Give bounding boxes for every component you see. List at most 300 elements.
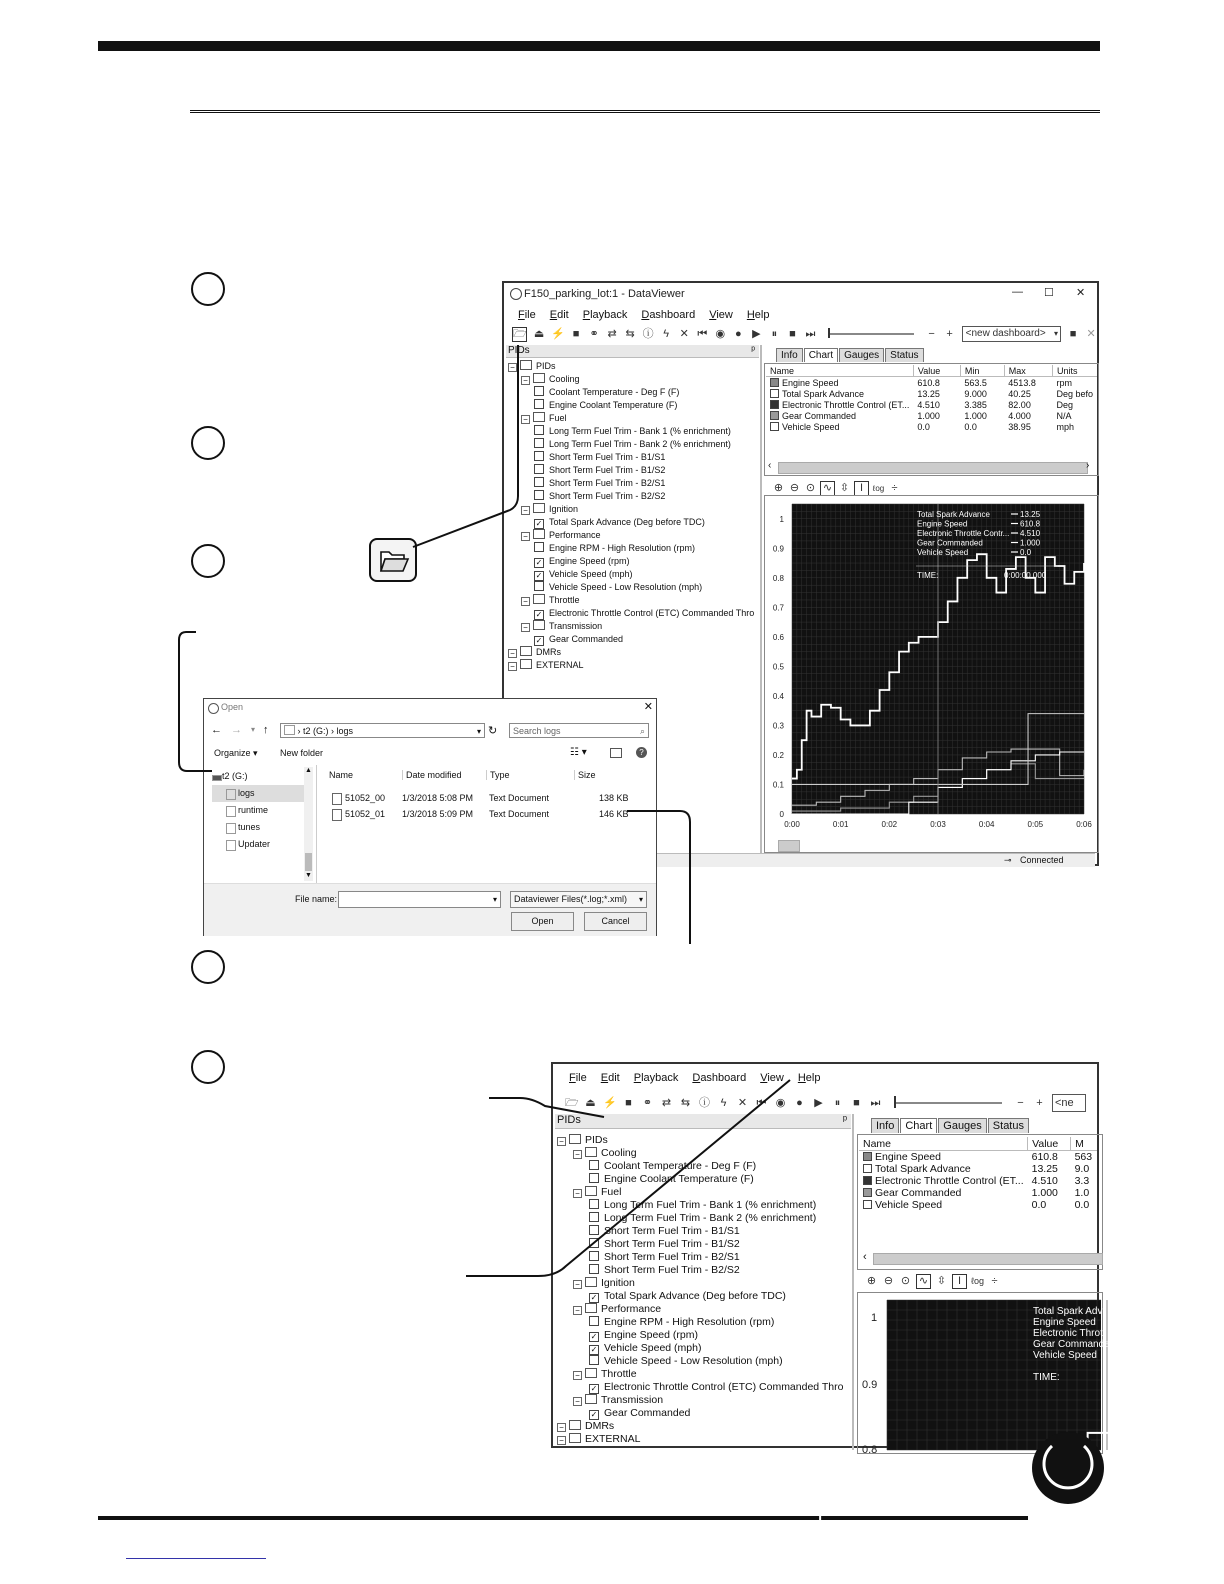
cell-text: Engine Speed	[875, 1151, 941, 1163]
organize-button[interactable]: Organize ▾	[214, 748, 258, 758]
pin-icon[interactable]: ᵖ	[842, 1114, 847, 1126]
cell-text: Electronic Throttle Control (ET...	[782, 399, 910, 410]
cell-text: Vehicle Speed	[782, 421, 840, 432]
expand-toggle-icon[interactable]: −	[573, 1371, 582, 1380]
window-title: F150_parking_lot:1 - DataViewer	[524, 288, 685, 300]
y-tick-label: 0.9	[862, 1379, 878, 1391]
col-name[interactable]: Name	[766, 365, 913, 377]
col-min[interactable]: M	[1071, 1137, 1097, 1151]
cell-min: 563	[1074, 1151, 1093, 1163]
y-tick-label: 0.8	[862, 1444, 878, 1456]
scroll-left-icon[interactable]: ‹	[863, 1251, 867, 1263]
pin-icon[interactable]: ᵖ	[751, 345, 755, 356]
cell-max: 38.95	[1008, 421, 1031, 432]
checkbox-checked[interactable]: ✓	[590, 1410, 598, 1419]
tree-label: Throttle	[601, 1368, 637, 1380]
tree-label: Electronic Throttle Control (ETC) Commanded Thro	[549, 608, 755, 618]
cell-value: 0.0	[917, 421, 930, 432]
file-type: Text Document	[489, 793, 550, 803]
dashboard-select-value: <ne	[1055, 1097, 1074, 1109]
tree-label: Coolant Temperature - Deg F (F)	[549, 387, 680, 397]
scale-icon[interactable]: ⇳	[936, 1275, 947, 1287]
breadcrumb-drive[interactable]: t2 (G:)	[303, 726, 329, 736]
rewind-icon[interactable]: ⏮	[697, 327, 708, 340]
zoom-out-icon[interactable]: ⊖	[883, 1275, 894, 1287]
zoom-minus-icon[interactable]: −	[1017, 1096, 1024, 1109]
y-tick-label: 1	[871, 1312, 878, 1324]
cell-value: 4.510	[1031, 1175, 1058, 1187]
cell-min: 0.0	[964, 421, 977, 432]
tree-label: Long Term Fuel Trim - Bank 2 (% enrichment)	[604, 1212, 817, 1224]
tree-label: Short Term Fuel Trim - B1/S1	[604, 1225, 740, 1237]
x-tick-label: 0:04	[978, 820, 995, 829]
cell-value: 610.8	[1031, 1151, 1058, 1163]
tree-label: Short Term Fuel Trim - B2/S1	[549, 478, 666, 488]
zoom-in-icon[interactable]: ⊕	[773, 482, 784, 494]
tree-label: Fuel	[601, 1186, 622, 1198]
checkbox-checked[interactable]: ✓	[590, 1345, 598, 1354]
maximize-button[interactable]: ☐	[1044, 287, 1054, 299]
disconnect-icon[interactable]: ⇆	[625, 327, 635, 340]
col-file-name[interactable]: Name	[329, 770, 354, 780]
cell-value: 13.25	[1031, 1163, 1058, 1175]
up-arrow-icon[interactable]: ↑	[263, 724, 269, 736]
tree-label: Cooling	[601, 1147, 637, 1159]
tab-status[interactable]: Status	[988, 1118, 1029, 1133]
expand-toggle-icon[interactable]: −	[557, 1423, 566, 1432]
nav-item-label: tunes	[238, 822, 261, 832]
y-tick-label: 0.9	[772, 544, 784, 554]
search-icon: ⌕	[639, 726, 645, 736]
cell-text: Total Spark Advance	[782, 388, 865, 399]
open-button[interactable]: Open	[511, 912, 574, 931]
legend-entry: Gear Commande	[1033, 1339, 1110, 1350]
waveform-icon[interactable]: ∿	[916, 1274, 931, 1289]
tree-label: Performance	[549, 530, 601, 540]
legend-entry: Vehicle Speed	[1033, 1350, 1097, 1361]
new-folder-button[interactable]: New folder	[280, 748, 324, 758]
menu-file[interactable]: File	[518, 309, 536, 321]
y-tick-label: 0.6	[772, 632, 784, 642]
dot-icon[interactable]: ●	[735, 327, 742, 340]
tree-label: Long Term Fuel Trim - Bank 1 (% enrichment)	[604, 1199, 817, 1211]
expand-toggle-icon[interactable]: −	[521, 376, 530, 385]
x-tick-label: 0:01	[832, 820, 849, 829]
menu-help[interactable]: Help	[797, 1072, 821, 1084]
expand-toggle-icon[interactable]: −	[521, 506, 530, 515]
file-size: 138 KB	[599, 793, 629, 803]
breadcrumb-logs[interactable]: logs	[336, 726, 354, 736]
tree-label: Vehicle Speed (mph)	[604, 1342, 702, 1354]
tree-label: Engine Coolant Temperature (F)	[549, 400, 678, 410]
info-icon[interactable]: ⓘ	[699, 1096, 710, 1109]
stop-icon[interactable]: ■	[853, 1096, 860, 1109]
legend-value: 13.25	[1020, 510, 1041, 519]
legend-entry: Vehicle Speed	[917, 548, 969, 557]
waveform-icon[interactable]: ∿	[820, 481, 835, 496]
cell-value: 610.8	[917, 377, 940, 388]
col-name[interactable]: Name	[859, 1137, 1028, 1151]
checkbox-checked[interactable]: ✓	[535, 571, 543, 580]
tree-label: Coolant Temperature - Deg F (F)	[604, 1160, 757, 1172]
callout-line-open-icon	[413, 345, 518, 547]
recent-chevron-icon[interactable]: ▾	[251, 725, 256, 734]
tree-label: Cooling	[549, 374, 580, 384]
play-icon[interactable]: ▶	[752, 327, 761, 340]
time-label: TIME:	[917, 571, 939, 580]
breadcrumb-sep-icon: ›	[331, 726, 337, 736]
cell-max: 4513.8	[1008, 377, 1036, 388]
y-tick-label: 0	[779, 810, 784, 819]
cell-units: Deg	[1056, 399, 1073, 410]
dialog-close-icon[interactable]: ✕	[643, 701, 653, 713]
col-value[interactable]: Value	[913, 365, 960, 377]
cell-text: Gear Commanded	[875, 1187, 962, 1199]
cell-text: Gear Commanded	[782, 410, 857, 421]
file-type-value: Dataviewer Files(*.log;*.xml)	[514, 894, 628, 904]
tab-chart[interactable]: Chart	[900, 1118, 937, 1133]
checkbox-checked[interactable]: ✓	[535, 558, 543, 567]
connect-icon[interactable]: ⇄	[607, 327, 617, 340]
tree-label: Long Term Fuel Trim - Bank 2 (% enrichment)	[549, 439, 731, 449]
tree-label: Ignition	[549, 504, 579, 514]
clear-icon[interactable]: ✕	[679, 327, 689, 340]
tree-label: Total Spark Advance (Deg before TDC)	[549, 517, 705, 527]
scale-icon[interactable]: ⇳	[839, 482, 850, 494]
expand-toggle-icon[interactable]: −	[521, 623, 530, 632]
tree-label: Short Term Fuel Trim - B2/S1	[604, 1251, 740, 1263]
expand-toggle-icon[interactable]: −	[508, 649, 517, 658]
tree-label: PIDs	[536, 361, 556, 371]
legend-entry: Total Spark Adv	[1033, 1306, 1103, 1317]
tree-label: Gear Commanded	[604, 1407, 691, 1419]
time-value: 0:00:00.000	[1004, 571, 1047, 580]
col-min[interactable]: Min	[960, 365, 1004, 377]
expand-toggle-icon[interactable]: −	[573, 1306, 582, 1315]
pids-panel-title: PIDs	[508, 345, 530, 356]
expand-toggle-icon[interactable]: −	[557, 1137, 566, 1146]
scroll-left-icon[interactable]: ‹	[768, 460, 772, 471]
forward-arrow-icon[interactable]: →	[231, 724, 242, 736]
cell-value: 13.25	[917, 388, 940, 399]
expand-toggle-icon[interactable]: −	[521, 415, 530, 424]
col-max[interactable]: Max	[1004, 365, 1052, 377]
open-folder-icon[interactable]: 🗁	[565, 1096, 579, 1109]
checkbox-checked[interactable]: ✓	[590, 1332, 598, 1341]
tree-label: Transmission	[601, 1394, 664, 1406]
tree-label: Short Term Fuel Trim - B2/S2	[549, 491, 666, 501]
checkbox-checked[interactable]: ✓	[590, 1293, 598, 1302]
file-type: Text Document	[489, 809, 550, 819]
tree-label: Short Term Fuel Trim - B1/S2	[604, 1238, 740, 1250]
pause-icon[interactable]: ⏸	[834, 1096, 841, 1109]
legend-entry: Engine Speed	[1033, 1317, 1096, 1328]
y-tick-label: 0.2	[772, 750, 784, 760]
legend-entry: Gear Commanded	[917, 538, 983, 548]
tree-label: Vehicle Speed - Low Resolution (mph)	[549, 582, 703, 592]
cell-value: 1.000	[917, 410, 940, 421]
vehicle-icon[interactable]: ⚭	[642, 1096, 653, 1109]
nav-item-label: Updater	[238, 839, 271, 849]
clear-icon[interactable]: ✕	[737, 1096, 748, 1109]
cell-min: 563.5	[964, 377, 987, 388]
file-name: 51052_00	[345, 793, 386, 803]
cell-max: 40.25	[1008, 388, 1031, 399]
legend-value: 0.0	[1020, 548, 1032, 557]
legend-value: 1.000	[1020, 538, 1041, 548]
tree-label: Short Term Fuel Trim - B1/S1	[549, 452, 666, 462]
expand-toggle-icon[interactable]: −	[573, 1150, 582, 1159]
file-name: 51052_01	[345, 809, 386, 819]
cell-min: 1.000	[964, 410, 987, 421]
cell-units: mph	[1056, 421, 1074, 432]
y-tick-label: 1	[779, 514, 784, 524]
callout-line-files	[627, 811, 690, 944]
cell-min: 3.385	[964, 399, 987, 410]
tree-label: Engine Speed (rpm)	[604, 1329, 698, 1341]
menu-playback[interactable]: Playback	[582, 309, 628, 321]
open-folder-icon[interactable]: 🗁	[513, 327, 527, 340]
info-icon[interactable]: ⓘ	[642, 327, 654, 340]
save-dashboard-icon[interactable]: ■	[1069, 327, 1077, 340]
file-date: 1/3/2018 5:08 PM	[402, 793, 474, 803]
expand-toggle-icon[interactable]: −	[573, 1280, 582, 1289]
file-date: 1/3/2018 5:09 PM	[402, 809, 474, 819]
tree-label: Short Term Fuel Trim - B2/S2	[604, 1264, 740, 1276]
legend-entry: Total Spark Advance	[917, 510, 990, 519]
checkbox-checked[interactable]: ✓	[535, 636, 543, 645]
x-tick-label: 0:03	[930, 820, 946, 829]
split-icon[interactable]: ÷	[991, 1275, 998, 1287]
tab-status[interactable]: Status	[885, 348, 923, 362]
y-tick-label: 0.1	[772, 780, 784, 790]
disconnect-icon[interactable]: ⇆	[680, 1096, 691, 1109]
split-icon[interactable]: ÷	[891, 482, 898, 494]
flash-icon[interactable]: ⚡	[551, 327, 565, 340]
col-date-modified[interactable]: Date modified	[402, 770, 462, 780]
connect-icon[interactable]: ⇄	[661, 1096, 672, 1109]
expand-toggle-icon[interactable]: −	[573, 1189, 582, 1198]
tree-label: Performance	[601, 1303, 662, 1315]
tree-label: Transmission	[549, 621, 603, 631]
play-icon[interactable]: ▶	[814, 1096, 823, 1109]
tree-label: Total Spark Advance (Deg before TDC)	[604, 1290, 786, 1302]
menu-dashboard[interactable]: Dashboard	[692, 1072, 747, 1084]
search-placeholder: Search logs	[513, 726, 561, 736]
expand-toggle-icon[interactable]: −	[573, 1397, 582, 1406]
col-units[interactable]: Units	[1052, 365, 1097, 377]
tree-label: Gear Commanded	[549, 634, 624, 644]
expand-toggle-icon[interactable]: −	[557, 1436, 566, 1445]
connection-status: Connected	[1020, 855, 1064, 865]
tree-label: Vehicle Speed (mph)	[549, 569, 633, 579]
x-tick-label: 0:02	[881, 820, 898, 829]
flash-icon[interactable]: ⚡	[603, 1096, 617, 1109]
cell-value: 1.000	[1031, 1187, 1058, 1199]
tree-label: Electronic Throttle Control (ETC) Commanded Thro	[604, 1381, 844, 1393]
tree-label: Engine Coolant Temperature (F)	[604, 1173, 754, 1185]
pids-panel-title: PIDs	[557, 1114, 581, 1126]
menu-view[interactable]: View	[709, 309, 733, 321]
tab-gauges[interactable]: Gauges	[839, 348, 884, 362]
import-icon[interactable]: ⏏	[585, 1096, 596, 1109]
forward-icon[interactable]: ⏭	[805, 327, 816, 340]
pause-icon[interactable]: ⏸	[771, 327, 778, 340]
rewind-icon[interactable]: ⏮	[756, 1096, 767, 1109]
chevron-down-icon: ▾	[1054, 329, 1059, 338]
cell-min: 9.0	[1074, 1163, 1090, 1175]
chevron-down-icon[interactable]: ▾	[492, 895, 497, 904]
signal-icon[interactable]: ϟ	[663, 327, 670, 340]
minimize-button[interactable]: —	[1012, 286, 1023, 298]
dialog-title: Open	[221, 702, 244, 712]
zoom-minus-icon[interactable]: −	[928, 327, 935, 340]
checkbox-checked[interactable]: ✓	[535, 610, 543, 619]
cell-max: 4.000	[1008, 410, 1031, 421]
save-icon[interactable]: ■	[625, 1096, 632, 1109]
legend-entry: Engine Speed	[917, 519, 968, 529]
log-scale-icon[interactable]: ℓog	[971, 1276, 984, 1286]
menu-edit[interactable]: Edit	[549, 309, 569, 321]
record-icon[interactable]: ◉	[715, 327, 726, 340]
tab-chart[interactable]: Chart	[804, 348, 838, 362]
record-icon[interactable]: ◉	[775, 1096, 786, 1109]
cell-min: 0.0	[1074, 1199, 1090, 1211]
menu-view[interactable]: View	[760, 1072, 784, 1084]
dot-icon[interactable]: ●	[796, 1096, 803, 1109]
tree-label: Engine RPM - High Resolution (rpm)	[549, 543, 696, 553]
cell-units: N/A	[1056, 410, 1072, 421]
tree-label: PIDs	[585, 1134, 608, 1146]
nav-item-label: runtime	[238, 805, 269, 815]
callout-line-pids	[489, 1098, 604, 1117]
col-type[interactable]: Type	[486, 770, 510, 780]
x-tick-label: 0:05	[1027, 820, 1044, 829]
cell-min: 1.0	[1074, 1187, 1090, 1199]
menu-playback[interactable]: Playback	[633, 1072, 679, 1084]
tree-label: EXTERNAL	[585, 1433, 641, 1445]
y-tick-label: 0.5	[772, 662, 784, 672]
zoom-reset-icon[interactable]: ⊙	[805, 482, 816, 494]
forward-icon[interactable]: ⏭	[870, 1096, 881, 1109]
y-tick-label: 0.7	[772, 603, 784, 613]
refresh-icon[interactable]: ↻	[488, 725, 498, 737]
zoom-reset-icon[interactable]: ⊙	[900, 1275, 911, 1287]
zoom-plus-icon[interactable]: +	[946, 327, 953, 340]
cell-text: Engine Speed	[782, 377, 839, 388]
y-tick-label: 0.3	[772, 721, 784, 731]
dashboard-select-value: <new dashboard>	[965, 328, 1046, 339]
col-size[interactable]: Size	[574, 770, 628, 780]
bracket-drive	[179, 632, 212, 771]
time-label: TIME:	[1033, 1372, 1060, 1383]
cursor-icon[interactable]: I	[854, 481, 869, 496]
zoom-out-icon[interactable]: ⊖	[789, 482, 800, 494]
chevron-down-icon[interactable]: ▾	[476, 727, 481, 736]
import-icon[interactable]: ⏏	[533, 327, 545, 340]
menu-file[interactable]: File	[569, 1072, 587, 1084]
close-button[interactable]: ✕	[1076, 287, 1086, 299]
cell-max: 82.00	[1008, 399, 1031, 410]
tree-label: DMRs	[585, 1420, 615, 1432]
checkbox-checked[interactable]: ✓	[535, 519, 543, 528]
scroll-up-icon[interactable]: ▲	[305, 767, 312, 774]
zoom-plus-icon[interactable]: +	[1036, 1096, 1043, 1109]
file-size: 146 KB	[599, 809, 629, 819]
zoom-in-icon[interactable]: ⊕	[866, 1275, 877, 1287]
expand-toggle-icon[interactable]: −	[508, 363, 517, 372]
cell-min: 9.000	[964, 388, 987, 399]
back-arrow-icon[interactable]: ←	[211, 724, 222, 736]
tree-label: EXTERNAL	[536, 660, 584, 670]
cursor-icon[interactable]: I	[952, 1274, 967, 1289]
stop-icon[interactable]: ■	[789, 327, 796, 340]
callout-line-help	[466, 1080, 790, 1276]
legend-entry: Electronic Throttle Contr...	[917, 529, 1010, 538]
x-tick-label: 0:00	[784, 820, 800, 829]
cell-min: 3.3	[1074, 1175, 1090, 1187]
legend-entry: Electronic Thrott	[1033, 1328, 1106, 1339]
y-tick-label: 0.4	[772, 691, 784, 701]
tree-label: DMRs	[536, 647, 561, 657]
cell-units: Deg befo	[1056, 388, 1093, 399]
delete-dashboard-icon[interactable]: ✕	[1086, 327, 1096, 340]
tree-label: Throttle	[549, 595, 580, 605]
x-tick-label: 0:06	[1076, 820, 1092, 829]
filename-label: File name:	[295, 894, 338, 904]
col-value[interactable]: Value	[1028, 1137, 1071, 1151]
view-options-icon[interactable]: ☷ ▾	[570, 747, 587, 758]
log-scale-icon[interactable]: ℓog	[872, 484, 885, 493]
legend-value: 610.8	[1020, 519, 1041, 529]
tab-gauges[interactable]: Gauges	[938, 1118, 987, 1133]
help-icon[interactable]: ?	[636, 747, 647, 758]
tab-info[interactable]: Info	[776, 348, 803, 362]
tab-info[interactable]: Info	[871, 1118, 899, 1133]
cell-units: rpm	[1056, 377, 1072, 388]
tree-label: Long Term Fuel Trim - Bank 1 (% enrichment)	[549, 426, 731, 436]
checkbox-checked[interactable]: ✓	[590, 1384, 598, 1393]
tree-label: Vehicle Speed - Low Resolution (mph)	[604, 1355, 783, 1367]
breadcrumb-sep-icon: ›	[297, 726, 304, 736]
nav-item-label: logs	[238, 788, 255, 798]
scroll-down-icon[interactable]: ▼	[305, 872, 312, 879]
legend-value: 4.510	[1020, 529, 1041, 538]
cell-value: 0.0	[1031, 1199, 1047, 1211]
vehicle-icon[interactable]: ⚭	[589, 327, 599, 340]
expand-toggle-icon[interactable]: −	[521, 532, 530, 541]
save-icon[interactable]: ■	[572, 327, 580, 340]
menu-help[interactable]: Help	[746, 309, 770, 321]
y-tick-label: 0.8	[772, 573, 784, 583]
cancel-button[interactable]: Cancel	[584, 912, 647, 931]
menu-dashboard[interactable]: Dashboard	[641, 309, 696, 321]
cell-text: Total Spark Advance	[875, 1163, 971, 1175]
scroll-right-icon[interactable]: ›	[1086, 460, 1090, 471]
menu-edit[interactable]: Edit	[600, 1072, 620, 1084]
expand-toggle-icon[interactable]: −	[521, 597, 530, 606]
tree-label: Ignition	[601, 1277, 635, 1289]
cell-value: 4.510	[917, 399, 940, 410]
nav-item-label: t2 (G:)	[222, 771, 248, 781]
tree-label: Engine RPM - High Resolution (rpm)	[604, 1316, 775, 1328]
expand-toggle-icon[interactable]: −	[508, 662, 517, 671]
tree-label: Short Term Fuel Trim - B1/S2	[549, 465, 666, 475]
cell-text: Electronic Throttle Control (ET...	[875, 1175, 1024, 1187]
signal-icon[interactable]: ϟ	[720, 1096, 727, 1109]
tree-label: Fuel	[549, 413, 567, 423]
tree-label: Engine Speed (rpm)	[549, 556, 630, 566]
